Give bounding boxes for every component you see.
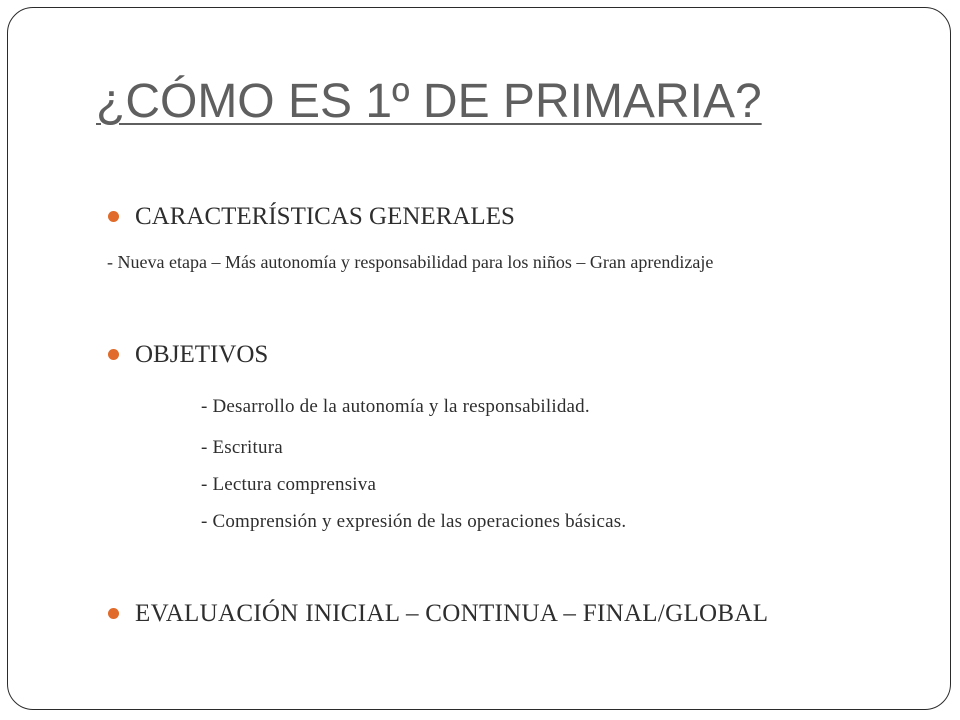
bullet-dot-icon — [108, 608, 119, 619]
objective-item: - Lectura comprensiva — [201, 474, 377, 495]
section-heading-objetivos: OBJETIVOS — [135, 341, 269, 368]
bullet-dot-icon — [108, 211, 119, 222]
section-detail-caracteristicas: - Nueva etapa – Más autonomía y responsabilidad para los niños – Gran aprendizaje — [107, 252, 714, 272]
section-heading-evaluacion: EVALUACIÓN INICIAL – CONTINUA – FINAL/GLOBAL — [135, 600, 769, 627]
objective-item: - Escritura — [201, 437, 283, 458]
section-heading-caracteristicas: CARACTERÍSTICAS GENERALES — [135, 203, 515, 230]
slide-title: ¿CÓMO ES 1º DE PRIMARIA? — [96, 75, 762, 128]
objective-item: - Desarrollo de la autonomía y la responsabilidad. — [201, 396, 590, 417]
objective-item: - Comprensión y expresión de las operaciones básicas. — [201, 511, 627, 532]
bullet-dot-icon — [108, 349, 119, 360]
